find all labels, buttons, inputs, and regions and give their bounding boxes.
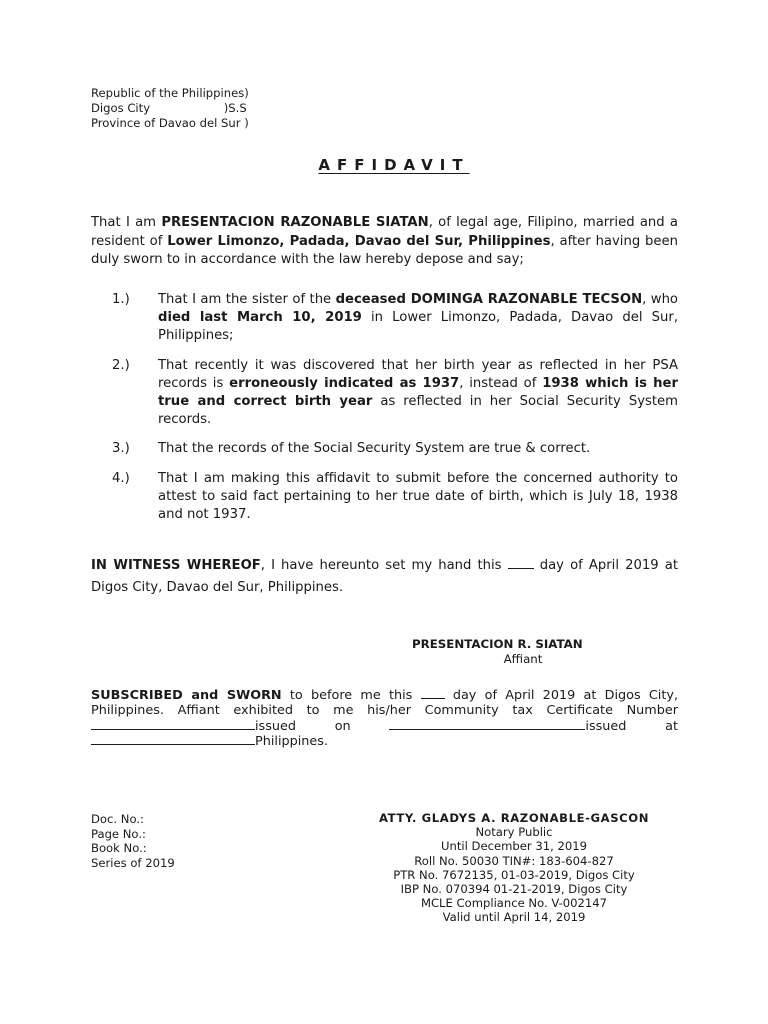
- jurat-day-blank: [421, 688, 445, 699]
- witness-text-1: , I have hereunto set my hand this: [260, 558, 508, 573]
- venue-caption: [91, 86, 249, 131]
- item-text: [158, 291, 678, 346]
- jurat-text-1: to before me this: [281, 688, 421, 703]
- statement-item-4: [91, 470, 678, 525]
- item-text: [158, 357, 678, 430]
- intro-text-2: , of legal age, Filipino, married and a resident of: [91, 215, 679, 249]
- intro-text-1: That I am: [91, 215, 162, 230]
- day-blank: [508, 558, 534, 569]
- caption-republic: Republic of the Philippines): [91, 86, 249, 100]
- item-text: That I am making this affidavit to submit before the concerned authority to attest to said fact pertaining to her true date of birth, which is July 18, 1938 and not 1937.: [158, 470, 678, 523]
- item-number: 1.): [112, 292, 130, 307]
- jurat-lead: SUBSCRIBED and SWORN: [91, 688, 282, 703]
- item-text-part: in Lower Limonzo, Padada, Davao del Sur, Philippines;: [158, 310, 679, 344]
- statement-item-3: [91, 440, 678, 458]
- jurat-issued-at: issued at: [585, 718, 678, 734]
- issued-place-blank: [91, 734, 255, 745]
- statement-list: [91, 291, 678, 535]
- docket-block: [91, 812, 175, 870]
- document-title: [0, 156, 768, 174]
- item-text-part: That I am the sister of the: [158, 292, 336, 307]
- item-text-part: , instead of: [459, 375, 543, 391]
- jurat-paragraph: [91, 688, 678, 749]
- affiant-address: Lower Limonzo, Padada, Davao del Sur, Philippines: [167, 233, 551, 249]
- doc-no: Doc. No.:: [91, 812, 144, 826]
- jurat-issued-on: issued on: [255, 718, 351, 734]
- item-bold-part: deceased DOMINGA RAZONABLE TECSON: [335, 292, 643, 307]
- item-bold-part: erroneously indicated as 1937: [229, 375, 460, 391]
- jurat-end: Philippines.: [255, 733, 329, 749]
- item-bold-part: 1938 which is her true and correct birth year: [158, 375, 678, 410]
- notary-title: Notary Public: [475, 825, 553, 840]
- title-text: AFFIDAVIT: [318, 156, 470, 174]
- notary-roll: Roll No. 50030 TIN#: 183-604-827: [414, 853, 614, 868]
- item-bold-part: died last March 10, 2019: [158, 310, 362, 326]
- issued-date-blank: [389, 719, 585, 730]
- witness-lead: IN WITNESS WHEREOF: [91, 558, 261, 573]
- notary-valid: Valid until April 14, 2019: [442, 910, 586, 925]
- affiant-signature-block: [412, 637, 622, 667]
- jurat-text-2: day of April 2019 at Digos City, Philippines. Affiant exhibited to me his/her Community tax Certificate Number: [91, 688, 679, 719]
- item-text-part: That recently it was discovered that her birth year as reflected in her PSA records is: [158, 357, 678, 391]
- witness-paragraph: [91, 555, 678, 599]
- ctc-number-blank: [91, 719, 255, 730]
- affiant-role: Affiant: [503, 652, 543, 666]
- book-no: Book No.:: [91, 841, 147, 856]
- affiant-full-name: PRESENTACION RAZONABLE SIATAN: [161, 215, 429, 230]
- caption-province: Province of Davao del Sur ): [91, 116, 249, 130]
- item-number: 3.): [112, 441, 130, 457]
- series: Series of 2019: [91, 855, 175, 870]
- notary-ibp: IBP No. 070394 01-21-2019, Digos City: [400, 882, 628, 897]
- intro-paragraph: [91, 214, 678, 270]
- notary-block: [330, 811, 698, 925]
- page-no: Page No.:: [91, 826, 146, 841]
- item-text-part: , who: [642, 292, 678, 307]
- item-number: 2.): [112, 357, 130, 373]
- notary-mcle: MCLE Compliance No. V-002147: [420, 896, 608, 911]
- affiant-name: PRESENTACION R. SIATAN: [412, 637, 583, 651]
- item-text: That the records of the Social Security System are true & correct.: [158, 441, 591, 457]
- intro-text-3: , after having been duly sworn to in accordance with the law hereby depose and say;: [91, 233, 679, 267]
- statement-item-2: [91, 357, 678, 430]
- item-text-part: as reflected in her Social Security System records.: [158, 394, 678, 428]
- statement-item-1: [91, 291, 678, 346]
- item-number: 4.): [112, 470, 130, 486]
- notary-ptr: PTR No. 7672135, 01-03-2019, Digos City: [393, 867, 635, 882]
- caption-city: Digos City )S.S: [91, 101, 247, 115]
- notary-until: Until December 31, 2019: [441, 839, 587, 854]
- notary-name: ATTY. GLADYS A. RAZONABLE-GASCON: [378, 811, 650, 825]
- witness-text-2: day of April 2019 at Digos City, Davao del Sur, Philippines.: [91, 558, 678, 595]
